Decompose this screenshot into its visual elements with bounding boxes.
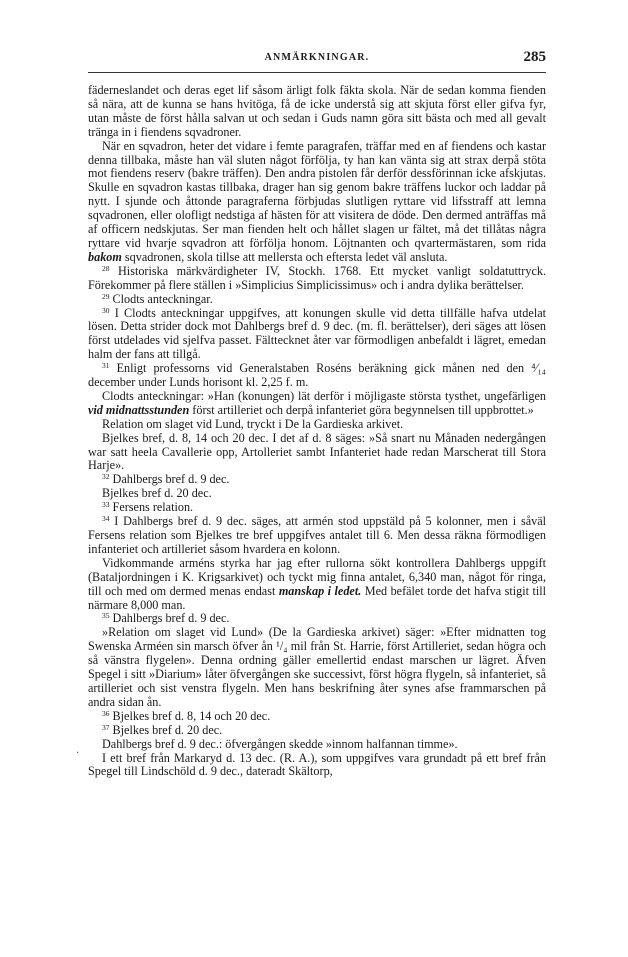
text-run: Clodts anteckningar. (109, 291, 213, 306)
footnote-paragraph (88, 473, 546, 487)
running-header (88, 49, 546, 70)
emphasized-text: manskap i ledet. (278, 583, 362, 598)
footnote-number: 37 (102, 722, 110, 732)
footnote-number: 28 (102, 263, 110, 273)
text-paragraph (88, 432, 546, 474)
text-run: Dahlbergs bref d. 9 dec. (109, 472, 230, 487)
text-run: I ett bref från Markaryd d. 13 dec. (R. A.), som uppgifves vara grundadt på ett bref från Spegel till Lindschöld d. 9 dec., dateradt Skältorp, (88, 750, 546, 779)
footnote-number: 29 (102, 291, 110, 301)
margin-mark: · (76, 748, 80, 759)
text-run: Bjelkes bref, d. 8, 14 och 20 dec. I det af d. 8 säges: »Så snart nu Månaden nedergången war satt heela Cavallerie opp, Artolleriet sambt Infanteriet hade redan Marscherat till Stora Harje». (88, 430, 546, 473)
text-paragraph (88, 390, 546, 418)
text-run: först artilleriet och derpå infanteriet göra begynnelsen till uppbrottet.» (189, 402, 534, 417)
text-paragraph (88, 487, 546, 501)
text-run: Bjelkes bref d. 8, 14 och 20 dec. (109, 708, 271, 723)
text-paragraph (88, 557, 546, 613)
footnote-paragraph (88, 710, 546, 724)
text-run: Fersens relation. (109, 500, 194, 515)
text-paragraph (88, 752, 546, 780)
footnote-number: 30 (102, 305, 110, 315)
text-paragraph (88, 738, 546, 752)
header-title: ANMÄRKNINGAR. (264, 52, 370, 63)
text-run: När en sqvadron, heter det vidare i femte paragrafen, träffar med en af fiendens och kastar denna tillbaka, måste han väl sluten något förfölja, ty han kan vänta sig att strax derpå stöta mot fiendens reserv (bakre träffen). Den andra pistolen får derför dessförinnan icke afskjutas. Skulle en sqvadron kastas tillbaka, drager han sig genom bakre träffens luckor och laddar på nytt. I sjunde och åttonde paragraferna förbjudas slutligen ryttare vid lifsstraff att lemna sqvadronen, eller olofligt nedstiga af hästen för att visitera de döde. Den dermed anträffas må af officern nedskjutas. Ser man fienden helt och hållet slagen ur fältet, må det tillåtas några ryttare vid hvarje sqvadron att förfölja honom. Löjtnanten och qvartermästaren, som rida (88, 138, 546, 250)
text-paragraph (88, 418, 546, 432)
header-rule (88, 72, 546, 73)
footnote-paragraph (88, 724, 546, 738)
footnote-number: 32 (102, 472, 110, 482)
text-run: Bjelkes bref d. 20 dec. (109, 722, 223, 737)
text-run: Dahlbergs bref d. 9 dec. (109, 611, 230, 626)
text-run: »Relation om slaget vid Lund» (De la Gardieska arkivet) säger: »Efter midnatten tog Swenska Arméen sin marsch öfver ån ¹/₄ mil från St. Harrie, först Artilleriet, sedan högra och så vänstra flygelen». Denna ordning gäller emellertid endast marschen ur lägret. Äfven Spegel i sitt »Diarium» låter öfvergången ske successivt, först högra flygeln, så infanteriet, så artilleriet och sist venstra flygeln. Men hans beskrifning åter synes afse frammarschen på andra sidan ån. (88, 625, 546, 709)
footnote-paragraph (88, 265, 546, 293)
text-run: Bjelkes bref d. 20 dec. (102, 486, 212, 501)
footnote-paragraph (88, 612, 546, 626)
text-run: Clodts anteckningar: »Han (konungen) lät derför i möjligaste största tysthet, ungefärligen (102, 388, 546, 403)
text-run: I Clodts anteckningar uppgifves, att konungen skulle vid detta tillfälle hafva utdelat lösen. Detta strider dock mot Dahlbergs bref d. 9 dec. (m. fl. berättelser), deri säges att lösen först utdelades vid sjelfva passet. Fälttecknet åter var förmodligen anbefaldt i lägret, emedan halm der fans att tillgå. (88, 305, 546, 362)
page-number: 285 (523, 49, 546, 65)
text-run: Med befälet torde det hafva stigit till närmare 8,000 man. (88, 583, 547, 612)
footnote-paragraph (88, 362, 546, 390)
text-run: fäderneslandet och deras eget lif såsom ärligt folk fäkta skola. När de sedan komma fienden så nära, att de kunna se hans hvitöga, få de icke understå sig att skjuta först eller gifva fyr, utan måste de först hålla salvan ut och sedan i Guds namn göra sitt bästa och med all gevalt tränga in i fiendens sqvadroner. (88, 83, 546, 139)
footnote-paragraph (88, 293, 546, 307)
text-run: Enligt professorns vid Generalstaben Roséns beräkning gick månen ned den ⁴⁄₁₄ december under Lunds horisont kl. 2,25 f. m. (88, 361, 546, 390)
text-paragraph (88, 626, 546, 709)
text-run: Historiska märkvärdigheter IV, Stockh. 1768. Ett mycket vanligt soldatuttryck. Förekommer på flere ställen i »Simplicius Simplicissimus» och i andra dylika berättelser. (88, 263, 546, 292)
footnote-number: 33 (102, 500, 110, 510)
footnote-number: 31 (102, 361, 110, 371)
footnote-paragraph (88, 515, 546, 557)
footnote-paragraph (88, 501, 546, 515)
text-run: Dahlbergs bref d. 9 dec.: öfvergången skedde »innom halfannan timme». (102, 736, 458, 751)
text-run: sqvadronen, skola tillse att mellersta och eftersta ledet väl ansluta. (121, 249, 448, 264)
footnote-number: 34 (102, 514, 110, 524)
body-text (88, 84, 546, 779)
text-paragraph (88, 140, 546, 265)
emphasized-text: bakom (88, 249, 122, 264)
text-run: I Dahlbergs bref d. 9 dec. säges, att armén stod uppstäld på 5 kolonner, men i såväl Fersens relation som Bjelkes tre bref uppgifves antalet till 6. Men dessa räkna förmodligen infanteriet och artilleriet såsom hvardera en kolonn. (88, 514, 546, 556)
emphasized-text: vid midnattsstunden (88, 402, 190, 417)
footnote-number: 35 (102, 611, 110, 621)
text-run: Relation om slaget vid Lund, tryckt i De la Gardieska arkivet. (102, 416, 404, 431)
text-run: Vidkommande arméns styrka har jag efter rullorna sökt kontrollera Dahlbergs uppgift (Bataljordningen i K. Krigsarkivet) och tyckt mig finna antalet, 6,340 man, något för ringa, till och med om dermed menas endast (88, 555, 546, 598)
footnote-paragraph (88, 307, 546, 363)
footnote-number: 36 (102, 708, 110, 718)
text-paragraph (88, 84, 546, 140)
